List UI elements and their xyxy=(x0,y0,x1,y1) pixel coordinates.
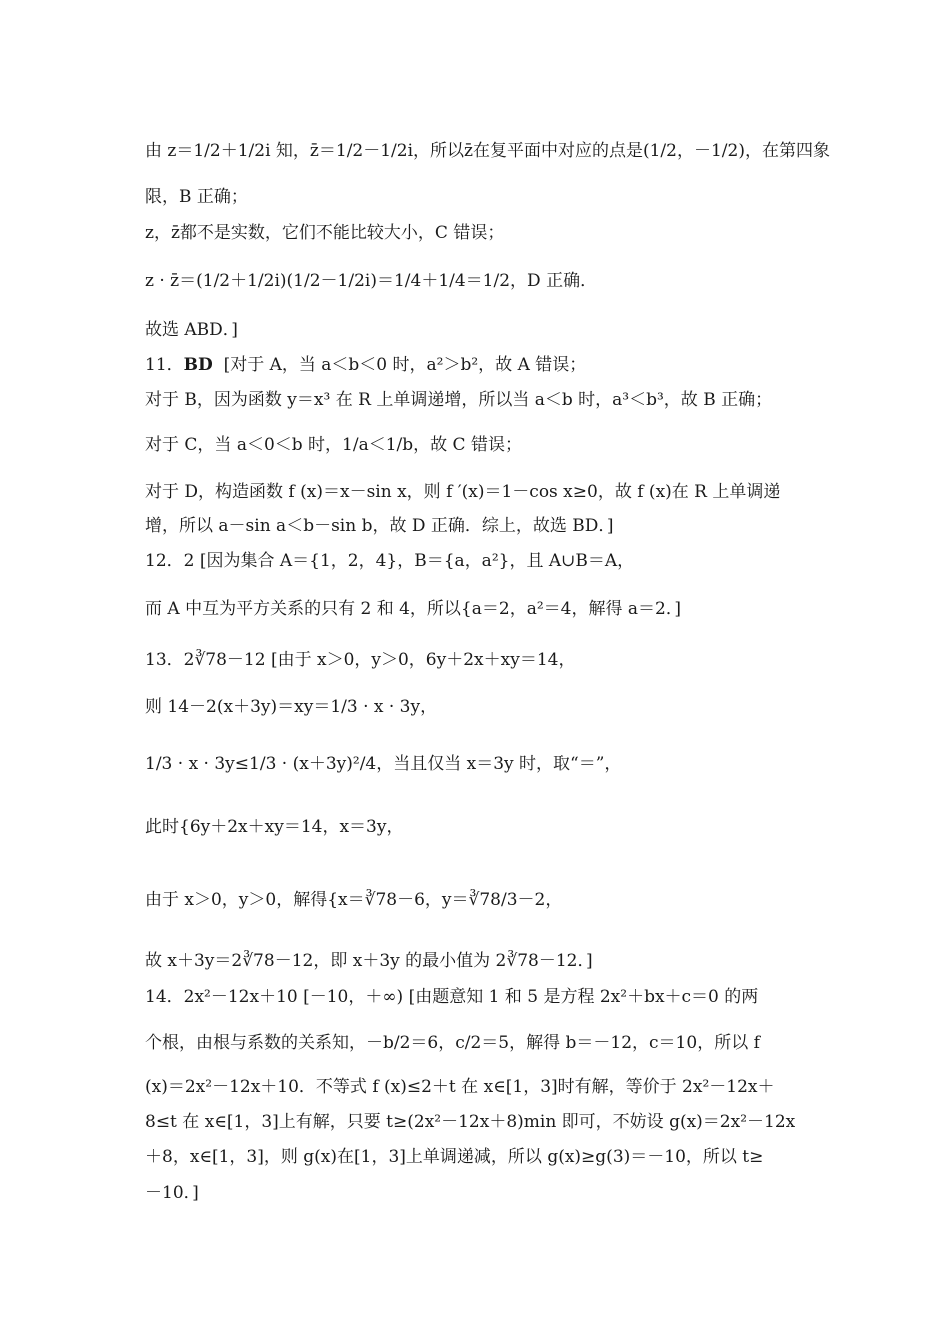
text-line: 故 x＋3y＝2∛78－12，即 x＋3y 的最小值为 2∛78－12．] xyxy=(145,951,593,971)
text-line: ＋8，x∈[1，3]，则 g(x)在[1，3]上单调递减，所以 g(x)≥g(3)＝－10，所以 t≥ xyxy=(145,1147,764,1167)
text-line: z · z̄＝(1/2＋1/2i)(1/2－1/2i)＝1/4＋1/4＝1/2，D 正确． xyxy=(145,271,598,291)
question-number: 11． xyxy=(145,355,184,375)
text-line: z，z̄都不是实数，它们不能比较大小，C 错误； xyxy=(145,223,505,243)
text-line: 12．2 [因为集合 A＝{1，2，4}，B＝{a，a²}，且 A∪B＝A， xyxy=(145,551,635,571)
text-line: 由于 x＞0，y＞0，解得{x＝∛78－6，y＝∛78/3－2， xyxy=(145,890,563,910)
text-line: 8≤t 在 x∈[1，3]上有解，只要 t≥(2x²－12x＋8)min 即可，不妨设 g(x)＝2x²－12x xyxy=(145,1112,796,1132)
text-line: 由 z＝1/2＋1/2i 知，z̄＝1/2－1/2i，所以z̄在复平面中对应的点是(1/2，－1/2)，在第四象 xyxy=(145,141,830,161)
explanation: [对于 A，当 a＜b＜0 时，a²＞b²，故 A 错误； xyxy=(223,355,587,375)
text-line: 故选 ABD．] xyxy=(145,320,238,340)
text-line: 限，B 正确； xyxy=(145,187,248,207)
question-11-line xyxy=(145,354,812,376)
text-line: 1/3 · x · 3y≤1/3 · (x＋3y)²/4，当且仅当 x＝3y 时，取“＝”， xyxy=(145,754,622,774)
text-line: (x)＝2x²－12x＋10．不等式 f (x)≤2＋t 在 x∈[1，3]时有解，等价于 2x²－12x＋ xyxy=(145,1077,775,1097)
text-line: 增，所以 a－sin a＜b－sin b，故 D 正确．综上，故选 BD．] xyxy=(145,516,614,536)
text-line: 13．2∛78－12 [由于 x＞0，y＞0，6y＋2x＋xy＝14， xyxy=(145,650,576,670)
text-line: 对于 D，构造函数 f (x)＝x－sin x，则 f ′(x)＝1－cos x≥0，故 f (x)在 R 上单调递 xyxy=(145,482,781,502)
text-line: 个根，由根与系数的关系知，－b/2＝6，c/2＝5，解得 b＝－12，c＝10，所以 f xyxy=(145,1033,760,1053)
text-line: －10．] xyxy=(145,1183,199,1203)
text-line: 对于 C，当 a＜0＜b 时，1/a＜1/b，故 C 错误； xyxy=(145,435,522,455)
text-line: 而 A 中互为平方关系的只有 2 和 4，所以{a＝2，a²＝4，解得 a＝2．] xyxy=(145,599,681,619)
text-line: 此时{6y＋2x＋xy＝14，x＝3y， xyxy=(145,817,404,837)
answer-key: BD xyxy=(183,355,213,375)
text-line: 则 14－2(x＋3y)＝xy＝1/3 · x · 3y， xyxy=(145,697,438,717)
text-line: 14．2x²－12x＋10 [－10，＋∞) [由题意知 1 和 5 是方程 2x²＋bx＋c＝0 的两 xyxy=(145,987,759,1007)
text-line: 对于 B，因为函数 y＝x³ 在 R 上单调递增，所以当 a＜b 时，a³＜b³，故 B 正确； xyxy=(145,390,773,410)
